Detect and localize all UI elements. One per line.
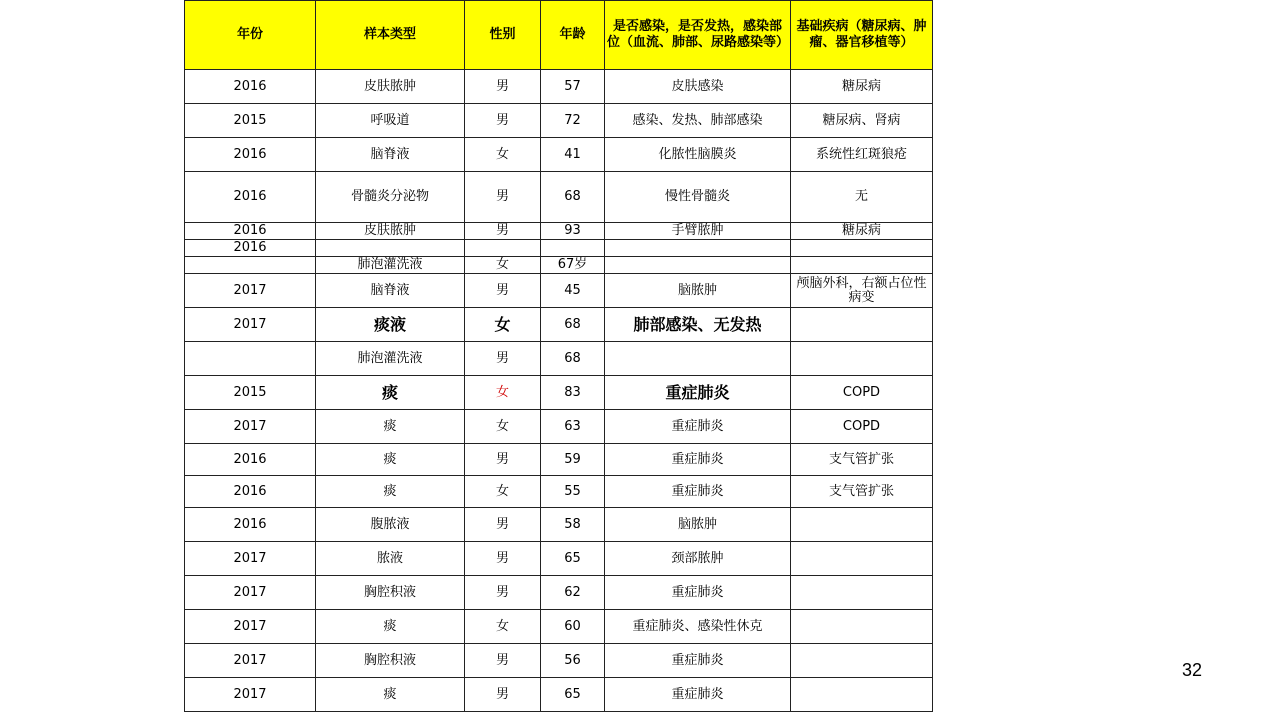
header-row xyxy=(185,1,933,70)
table-row xyxy=(185,444,933,476)
cell-age: 57 xyxy=(541,70,605,104)
cell-underlying-disease xyxy=(791,257,933,274)
cell-age: 93 xyxy=(541,223,605,240)
cell-sex: 男 xyxy=(465,644,541,678)
cell-sample-type: 骨髓炎分泌物 xyxy=(316,172,465,223)
cell-year: 2017 xyxy=(185,644,316,678)
cell-underlying-disease xyxy=(791,240,933,257)
cell-sex: 男 xyxy=(465,678,541,712)
table-row xyxy=(185,342,933,376)
cell-age: 65 xyxy=(541,678,605,712)
table-row xyxy=(185,644,933,678)
cell-sample-type: 痰液 xyxy=(316,308,465,342)
header-underlying-disease: 基础疾病（糖尿病、肿瘤、器官移植等） xyxy=(791,1,933,70)
cell-underlying-disease: 支气管扩张 xyxy=(791,444,933,476)
cell-infection: 皮肤感染 xyxy=(605,70,791,104)
table-row xyxy=(185,678,933,712)
header-year: 年份 xyxy=(185,1,316,70)
cell-sample-type: 痰 xyxy=(316,410,465,444)
cell-age: 58 xyxy=(541,508,605,542)
cell-sample-type: 皮肤脓肿 xyxy=(316,70,465,104)
cell-sex: 男 xyxy=(465,104,541,138)
cell-infection: 慢性骨髓炎 xyxy=(605,172,791,223)
cell-sex: 男 xyxy=(465,172,541,223)
cell-infection xyxy=(605,257,791,274)
cell-sample-type: 痰 xyxy=(316,476,465,508)
cell-sample-type: 痰 xyxy=(316,376,465,410)
data-table xyxy=(184,0,933,712)
cell-underlying-disease: 无 xyxy=(791,172,933,223)
table-row xyxy=(185,610,933,644)
cell-infection: 感染、发热、肺部感染 xyxy=(605,104,791,138)
cell-infection: 重症肺炎、感染性休克 xyxy=(605,610,791,644)
cell-underlying-disease: 糖尿病、肾病 xyxy=(791,104,933,138)
cell-age xyxy=(541,240,605,257)
table-row xyxy=(185,70,933,104)
cell-sample-type: 肺泡灌洗液 xyxy=(316,342,465,376)
cell-year xyxy=(185,342,316,376)
table-row xyxy=(185,508,933,542)
header-age: 年龄 xyxy=(541,1,605,70)
cell-age: 83 xyxy=(541,376,605,410)
cell-underlying-disease: COPD xyxy=(791,410,933,444)
cell-infection: 重症肺炎 xyxy=(605,678,791,712)
cell-infection: 重症肺炎 xyxy=(605,410,791,444)
data-table-container xyxy=(184,0,932,711)
cell-year: 2016 xyxy=(185,476,316,508)
cell-sex: 男 xyxy=(465,223,541,240)
cell-sex: 女 xyxy=(465,410,541,444)
cell-year: 2016 xyxy=(185,70,316,104)
cell-sample-type xyxy=(316,240,465,257)
table-row xyxy=(185,257,933,274)
cell-sample-type: 脓液 xyxy=(316,542,465,576)
cell-year: 2017 xyxy=(185,576,316,610)
cell-infection: 脑脓肿 xyxy=(605,274,791,308)
cell-underlying-disease: 颅脑外科，右额占位性病变 xyxy=(791,274,933,308)
cell-sample-type: 痰 xyxy=(316,444,465,476)
cell-underlying-disease: 支气管扩张 xyxy=(791,476,933,508)
cell-sex: 男 xyxy=(465,576,541,610)
cell-sample-type: 痰 xyxy=(316,678,465,712)
cell-sex: 女 xyxy=(465,610,541,644)
cell-year: 2016 xyxy=(185,138,316,172)
cell-year: 2016 xyxy=(185,508,316,542)
cell-underlying-disease xyxy=(791,644,933,678)
cell-underlying-disease xyxy=(791,610,933,644)
page-number: 32 xyxy=(1182,660,1203,680)
cell-sex: 女 xyxy=(465,257,541,274)
cell-age: 63 xyxy=(541,410,605,444)
cell-underlying-disease: 糖尿病 xyxy=(791,70,933,104)
cell-sample-type: 胸腔积液 xyxy=(316,644,465,678)
cell-sex: 女 xyxy=(465,138,541,172)
header-sex: 性别 xyxy=(465,1,541,70)
cell-age: 41 xyxy=(541,138,605,172)
cell-underlying-disease: COPD xyxy=(791,376,933,410)
cell-underlying-disease xyxy=(791,342,933,376)
cell-sex: 男 xyxy=(465,542,541,576)
header-infection: 是否感染，是否发热，感染部位（血流、肺部、尿路感染等） xyxy=(605,1,791,70)
cell-infection: 颈部脓肿 xyxy=(605,542,791,576)
cell-sex: 男 xyxy=(465,274,541,308)
cell-infection: 重症肺炎 xyxy=(605,576,791,610)
cell-age: 68 xyxy=(541,172,605,223)
cell-age: 72 xyxy=(541,104,605,138)
table-row xyxy=(185,576,933,610)
cell-year: 2017 xyxy=(185,410,316,444)
table-row xyxy=(185,376,933,410)
cell-sample-type: 脑脊液 xyxy=(316,138,465,172)
table-row xyxy=(185,542,933,576)
cell-sex: 男 xyxy=(465,70,541,104)
cell-year: 2017 xyxy=(185,274,316,308)
cell-year: 2016 xyxy=(185,172,316,223)
cell-infection xyxy=(605,240,791,257)
cell-year: 2017 xyxy=(185,610,316,644)
cell-age: 56 xyxy=(541,644,605,678)
cell-sample-type: 呼吸道 xyxy=(316,104,465,138)
cell-age: 62 xyxy=(541,576,605,610)
table-row xyxy=(185,223,933,240)
cell-underlying-disease xyxy=(791,542,933,576)
cell-sample-type: 痰 xyxy=(316,610,465,644)
header-sample-type: 样本类型 xyxy=(316,1,465,70)
cell-year: 2017 xyxy=(185,308,316,342)
cell-year: 2016 xyxy=(185,240,316,257)
cell-sex: 男 xyxy=(465,342,541,376)
cell-age: 60 xyxy=(541,610,605,644)
cell-sample-type: 脑脊液 xyxy=(316,274,465,308)
cell-sample-type: 肺泡灌洗液 xyxy=(316,257,465,274)
cell-sample-type: 腹脓液 xyxy=(316,508,465,542)
table-row xyxy=(185,308,933,342)
cell-underlying-disease xyxy=(791,508,933,542)
table-row xyxy=(185,138,933,172)
cell-sex: 男 xyxy=(465,444,541,476)
cell-infection: 重症肺炎 xyxy=(605,644,791,678)
cell-infection: 脑脓肿 xyxy=(605,508,791,542)
cell-year: 2015 xyxy=(185,376,316,410)
cell-infection xyxy=(605,342,791,376)
cell-age: 68 xyxy=(541,342,605,376)
cell-year: 2017 xyxy=(185,542,316,576)
cell-infection: 手臂脓肿 xyxy=(605,223,791,240)
table-row xyxy=(185,476,933,508)
cell-age: 68 xyxy=(541,308,605,342)
cell-sample-type: 皮肤脓肿 xyxy=(316,223,465,240)
table-row xyxy=(185,410,933,444)
cell-year: 2016 xyxy=(185,223,316,240)
cell-age: 67岁 xyxy=(541,257,605,274)
cell-age: 55 xyxy=(541,476,605,508)
table-row xyxy=(185,104,933,138)
cell-infection: 肺部感染、无发热 xyxy=(605,308,791,342)
cell-sex: 女 xyxy=(465,376,541,410)
cell-age: 59 xyxy=(541,444,605,476)
cell-infection: 重症肺炎 xyxy=(605,444,791,476)
cell-underlying-disease xyxy=(791,308,933,342)
cell-year: 2016 xyxy=(185,444,316,476)
table-row xyxy=(185,172,933,223)
cell-infection: 化脓性脑膜炎 xyxy=(605,138,791,172)
cell-infection: 重症肺炎 xyxy=(605,476,791,508)
cell-underlying-disease: 糖尿病 xyxy=(791,223,933,240)
cell-sample-type: 胸腔积液 xyxy=(316,576,465,610)
cell-age: 45 xyxy=(541,274,605,308)
cell-infection: 重症肺炎 xyxy=(605,376,791,410)
cell-sex: 女 xyxy=(465,476,541,508)
cell-sex: 男 xyxy=(465,508,541,542)
cell-sex xyxy=(465,240,541,257)
cell-underlying-disease: 系统性红斑狼疮 xyxy=(791,138,933,172)
cell-year: 2017 xyxy=(185,678,316,712)
cell-year xyxy=(185,257,316,274)
cell-sex: 女 xyxy=(465,308,541,342)
cell-underlying-disease xyxy=(791,678,933,712)
cell-year: 2015 xyxy=(185,104,316,138)
table-row xyxy=(185,240,933,257)
table-row xyxy=(185,274,933,308)
cell-age: 65 xyxy=(541,542,605,576)
cell-underlying-disease xyxy=(791,576,933,610)
